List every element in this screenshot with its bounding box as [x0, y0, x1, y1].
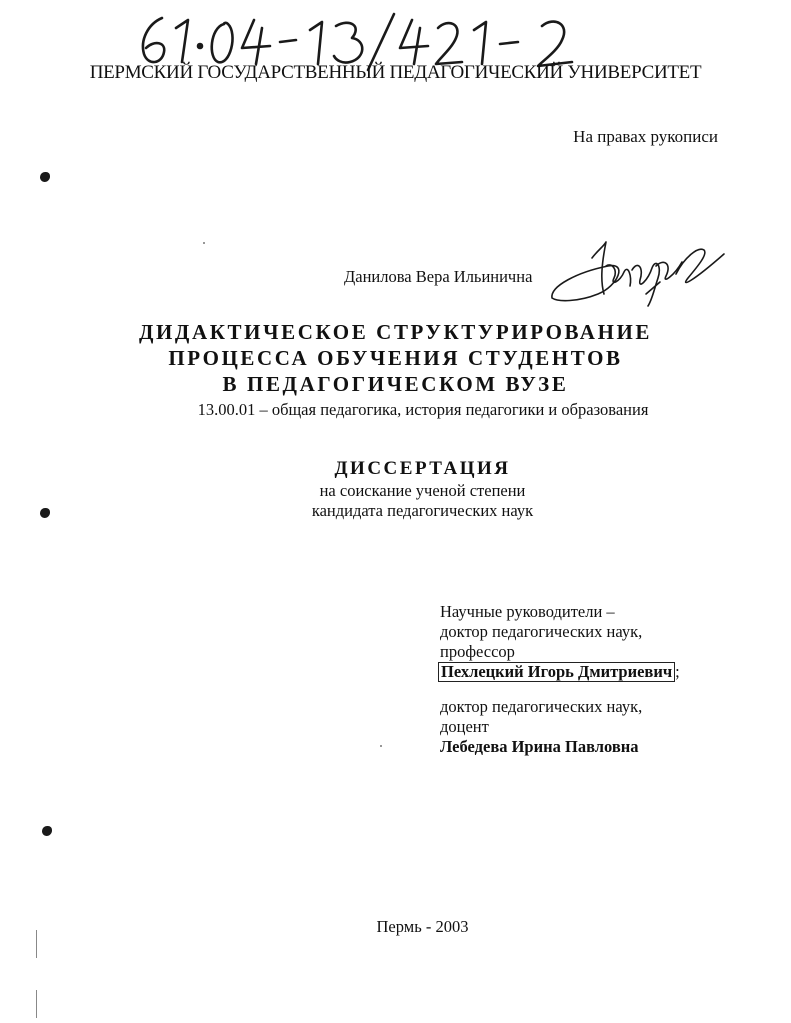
scan-speck	[380, 745, 382, 747]
supervisor-2-degree: доктор педагогических наук,	[440, 697, 643, 716]
degree-line-2: кандидата педагогических наук	[311, 501, 534, 520]
dissertation-heading: ДИССЕРТАЦИЯ	[334, 458, 511, 479]
binder-mark	[42, 826, 52, 836]
supervisor-1-title: профессор	[440, 642, 515, 661]
title-line: В ПЕДАГОГИЧЕСКОМ ВУЗЕ	[222, 372, 569, 396]
degree-description	[0, 481, 791, 521]
supervisor-separator: ;	[675, 662, 680, 681]
degree-line-1: на соискание ученой степени	[319, 481, 526, 500]
scan-speck	[203, 242, 205, 244]
manuscript-note: На правах рукописи	[573, 127, 718, 146]
supervisors-block	[440, 602, 680, 757]
title-line: ПРОЦЕССА ОБУЧЕНИЯ СТУДЕНТОВ	[168, 346, 623, 370]
city-year: Пермь - 2003	[376, 917, 469, 936]
supervisor-2-title: доцент	[440, 717, 489, 736]
supervisors-heading: Научные руководители –	[440, 602, 615, 621]
signature	[548, 236, 728, 308]
supervisor-2-name: Лебедева Ирина Павловна	[440, 737, 639, 756]
scan-edge-line	[36, 930, 37, 958]
scan-edge-line	[36, 990, 37, 1018]
specialty-code: 13.00.01 – общая педагогика, история педагогики и образования	[197, 400, 649, 419]
dissertation-title	[0, 319, 791, 397]
author-name: Данилова Вера Ильинична	[344, 267, 533, 286]
supervisor-1-degree: доктор педагогических наук,	[440, 622, 643, 641]
supervisor-1-row	[440, 662, 680, 682]
university-name: ПЕРМСКИЙ ГОСУДАРСТВЕННЫЙ ПЕДАГОГИЧЕСКИЙ УНИВЕРСИТЕТ	[89, 62, 702, 83]
binder-mark	[40, 172, 50, 182]
supervisor-1-name: Пехлецкий Игорь Дмитриевич	[438, 662, 675, 682]
title-line: ДИДАКТИЧЕСКОЕ СТРУКТУРИРОВАНИЕ	[138, 320, 653, 344]
